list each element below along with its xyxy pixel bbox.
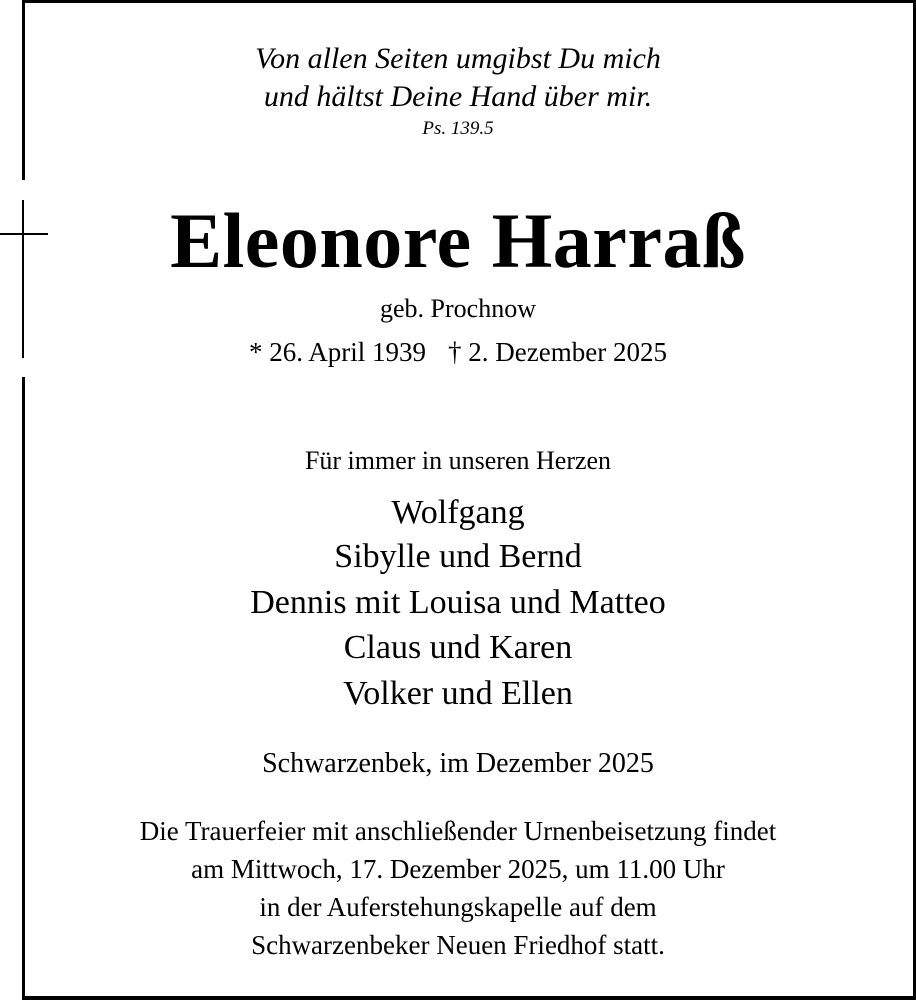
verse-reference: Ps. 139.5: [422, 118, 494, 139]
place-and-date: Schwarzenbek, im Dezember 2025: [262, 748, 654, 779]
motto-line-2: und hältst Deine Hand über mir.: [263, 80, 653, 113]
life-dates: [0, 336, 916, 368]
service-notice-line: in der Auferstehungskapelle auf dem: [259, 892, 657, 922]
frame-border-bottom: [22, 996, 916, 1000]
service-notice-line: Die Trauerfeier mit anschließender Urnenbeisetzung findet: [139, 816, 777, 846]
birth-name: geb. Prochnow: [380, 294, 536, 323]
motto-line-1: Von allen Seiten umgibst Du mich: [255, 42, 661, 75]
mourner-name: Dennis mit Louisa und Matteo: [250, 584, 666, 621]
mourner-name: Volker und Ellen: [343, 675, 573, 712]
mourners-intro: Für immer in unseren Herzen: [304, 446, 612, 475]
mourner-name: Sibylle und Bernd: [334, 538, 582, 575]
deceased-name: Eleonore Harraß: [170, 197, 746, 284]
mourner-name: Claus und Karen: [343, 629, 573, 666]
birth-date: * 26. April 1939: [249, 337, 427, 367]
frame-border-top: [22, 0, 916, 3]
death-date: † 2. Dezember 2025: [448, 337, 667, 367]
service-notice-line: Schwarzenbeker Neuen Friedhof statt.: [251, 930, 665, 960]
mourner-name: Wolfgang: [391, 494, 525, 531]
service-notice-line: am Mittwoch, 17. Dezember 2025, um 11.00 Uhr: [191, 854, 725, 884]
